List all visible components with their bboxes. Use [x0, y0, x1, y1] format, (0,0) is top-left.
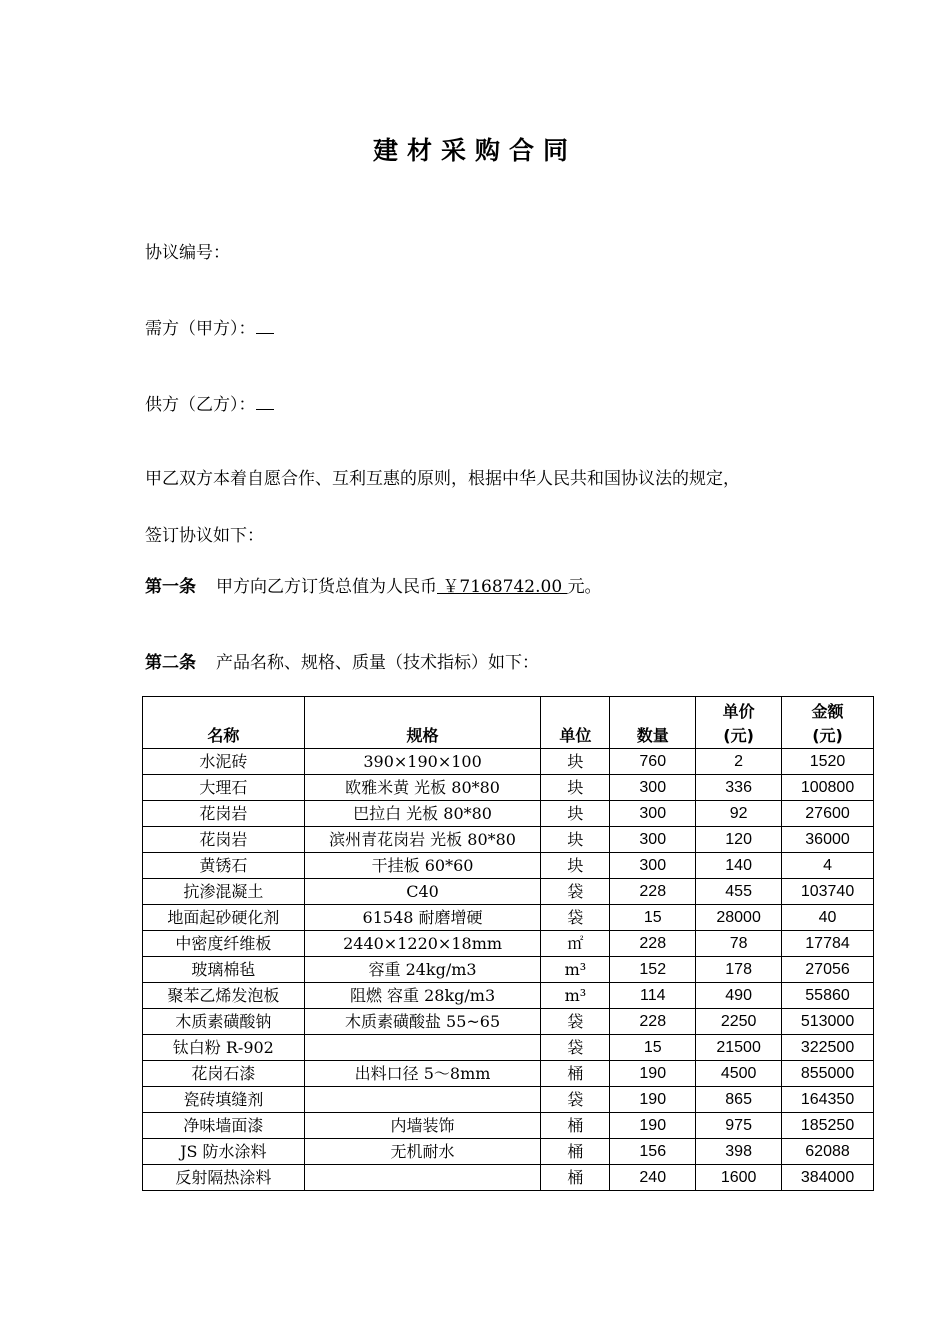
- cell-amount: 513000: [782, 1009, 874, 1035]
- table-row: [143, 1139, 874, 1165]
- cell-unit: 桶: [541, 1113, 610, 1139]
- cell-name: 净味墙面漆: [143, 1113, 305, 1139]
- table-row: [143, 1061, 874, 1087]
- cell-unit: 块: [541, 775, 610, 801]
- cell-qty: 15: [610, 1035, 696, 1061]
- table-body: [143, 749, 874, 1191]
- article-1: [145, 572, 602, 597]
- cell-amount: 40: [782, 905, 874, 931]
- header-spec: 规格: [304, 697, 541, 749]
- cell-amount: 322500: [782, 1035, 874, 1061]
- cell-qty: 190: [610, 1087, 696, 1113]
- header-amount-line2: (元): [812, 726, 843, 745]
- table-row: [143, 1087, 874, 1113]
- cell-price: 2: [696, 749, 782, 775]
- buyer-label: 需方（甲方）：: [145, 319, 256, 339]
- cell-price: 140: [696, 853, 782, 879]
- cell-price: 28000: [696, 905, 782, 931]
- cell-price: 4500: [696, 1061, 782, 1087]
- buyer-blank: [256, 319, 274, 334]
- table-row: [143, 957, 874, 983]
- cell-name: 花岗岩: [143, 827, 305, 853]
- cell-price: 975: [696, 1113, 782, 1139]
- cell-price: 336: [696, 775, 782, 801]
- cell-name: 中密度纤维板: [143, 931, 305, 957]
- cell-spec: 2440×1220×18mm: [304, 931, 541, 957]
- table-row: [143, 853, 874, 879]
- cell-spec: 容重 24kg/m3: [304, 957, 541, 983]
- header-qty: 数量: [610, 697, 696, 749]
- table-row: [143, 801, 874, 827]
- table-row: [143, 1113, 874, 1139]
- cell-spec: 滨州青花岗岩 光板 80*80: [304, 827, 541, 853]
- cell-price: 78: [696, 931, 782, 957]
- cell-price: 398: [696, 1139, 782, 1165]
- cell-price: 21500: [696, 1035, 782, 1061]
- cell-name: 抗渗混凝土: [143, 879, 305, 905]
- supplier-blank: [256, 395, 274, 410]
- table-row: [143, 775, 874, 801]
- cell-price: 455: [696, 879, 782, 905]
- cell-unit: 桶: [541, 1139, 610, 1165]
- article-2-text: 产品名称、规格、质量（技术指标）如下：: [216, 653, 539, 673]
- cell-spec: 内墙装饰: [304, 1113, 541, 1139]
- agreement-no-line: [145, 238, 230, 263]
- cell-name: 瓷砖填缝剂: [143, 1087, 305, 1113]
- cell-unit: 桶: [541, 1061, 610, 1087]
- cell-spec: C40: [304, 879, 541, 905]
- header-price-line1: 单价: [722, 702, 755, 721]
- cell-qty: 300: [610, 853, 696, 879]
- cell-name: 木质素磺酸钠: [143, 1009, 305, 1035]
- header-price-line2: (元): [723, 726, 754, 745]
- cell-unit: 块: [541, 827, 610, 853]
- supplier-line: [145, 390, 274, 415]
- cell-unit: 块: [541, 801, 610, 827]
- cell-price: 1600: [696, 1165, 782, 1191]
- cell-amount: 1520: [782, 749, 874, 775]
- header-name: 名称: [143, 697, 305, 749]
- article-2: [145, 648, 539, 673]
- cell-spec: 390×190×100: [304, 749, 541, 775]
- table-row: [143, 1165, 874, 1191]
- cell-spec: 欧雅米黄 光板 80*80: [304, 775, 541, 801]
- table-row: [143, 983, 874, 1009]
- table-row: [143, 1035, 874, 1061]
- article-1-unit: 元。: [567, 577, 602, 597]
- cell-price: 120: [696, 827, 782, 853]
- cell-amount: 100800: [782, 775, 874, 801]
- cell-qty: 240: [610, 1165, 696, 1191]
- cell-qty: 190: [610, 1061, 696, 1087]
- table-row: [143, 749, 874, 775]
- cell-spec: 61548 耐磨增硬: [304, 905, 541, 931]
- header-unit: 单位: [541, 697, 610, 749]
- cell-qty: 152: [610, 957, 696, 983]
- table-row: [143, 879, 874, 905]
- cell-name: JS 防水涂料: [143, 1139, 305, 1165]
- cell-amount: 164350: [782, 1087, 874, 1113]
- cell-price: 2250: [696, 1009, 782, 1035]
- table-header-row: [143, 697, 874, 749]
- cell-spec: 无机耐水: [304, 1139, 541, 1165]
- cell-amount: 27600: [782, 801, 874, 827]
- cell-amount: 27056: [782, 957, 874, 983]
- cell-amount: 855000: [782, 1061, 874, 1087]
- cell-amount: 4: [782, 853, 874, 879]
- cell-spec: [304, 1087, 541, 1113]
- cell-price: 92: [696, 801, 782, 827]
- cell-qty: 228: [610, 879, 696, 905]
- cell-name: 钛白粉 R-902: [143, 1035, 305, 1061]
- cell-name: 花岗石漆: [143, 1061, 305, 1087]
- cell-unit: 桶: [541, 1165, 610, 1191]
- cell-amount: 62088: [782, 1139, 874, 1165]
- cell-qty: 190: [610, 1113, 696, 1139]
- cell-spec: 阻燃 容重 28kg/m3: [304, 983, 541, 1009]
- cell-qty: 300: [610, 775, 696, 801]
- cell-spec: 木质素磺酸盐 55~65: [304, 1009, 541, 1035]
- article-2-head: 第二条: [145, 653, 196, 673]
- cell-amount: 55860: [782, 983, 874, 1009]
- cell-qty: 228: [610, 931, 696, 957]
- cell-spec: [304, 1165, 541, 1191]
- cell-price: 178: [696, 957, 782, 983]
- cell-name: 花岗岩: [143, 801, 305, 827]
- cell-qty: 114: [610, 983, 696, 1009]
- cell-unit: 袋: [541, 905, 610, 931]
- cell-spec: [304, 1035, 541, 1061]
- supplier-label: 供方（乙方）：: [145, 395, 256, 415]
- agreement-no-label: 协议编号：: [145, 243, 230, 263]
- cell-name: 水泥砖: [143, 749, 305, 775]
- document-title: 建材采购合同: [372, 136, 577, 165]
- cell-unit: m³: [541, 983, 610, 1009]
- cell-qty: 156: [610, 1139, 696, 1165]
- buyer-line: [145, 314, 274, 339]
- table-row: [143, 1009, 874, 1035]
- table-row: [143, 905, 874, 931]
- cell-spec: 巴拉白 光板 80*80: [304, 801, 541, 827]
- cell-amount: 36000: [782, 827, 874, 853]
- cell-name: 聚苯乙烯发泡板: [143, 983, 305, 1009]
- cell-name: 玻璃棉毡: [143, 957, 305, 983]
- article-1-amount: ￥7168742.00: [437, 577, 568, 597]
- cell-amount: 384000: [782, 1165, 874, 1191]
- cell-unit: m³: [541, 957, 610, 983]
- cell-name: 大理石: [143, 775, 305, 801]
- cell-unit: 袋: [541, 1009, 610, 1035]
- cell-unit: 袋: [541, 1087, 610, 1113]
- intro-line-2: 签订协议如下：: [145, 526, 264, 546]
- cell-name: 黄锈石: [143, 853, 305, 879]
- cell-amount: 103740: [782, 879, 874, 905]
- header-price: [696, 697, 782, 749]
- cell-price: 865: [696, 1087, 782, 1113]
- cell-qty: 228: [610, 1009, 696, 1035]
- cell-qty: 15: [610, 905, 696, 931]
- cell-amount: 185250: [782, 1113, 874, 1139]
- cell-spec: 干挂板 60*60: [304, 853, 541, 879]
- table-row: [143, 827, 874, 853]
- cell-unit: 块: [541, 853, 610, 879]
- cell-unit: 块: [541, 749, 610, 775]
- cell-qty: 300: [610, 827, 696, 853]
- cell-price: 490: [696, 983, 782, 1009]
- cell-amount: 17784: [782, 931, 874, 957]
- table-row: [143, 931, 874, 957]
- cell-spec: 出料口径 5～8mm: [304, 1061, 541, 1087]
- cell-unit: 袋: [541, 879, 610, 905]
- cell-name: 地面起砂硬化剂: [143, 905, 305, 931]
- cell-qty: 760: [610, 749, 696, 775]
- header-amount-line1: 金额: [811, 702, 844, 721]
- article-1-text: 甲方向乙方订货总值为人民币: [216, 577, 437, 597]
- cell-qty: 300: [610, 801, 696, 827]
- article-1-head: 第一条: [145, 577, 196, 597]
- cell-name: 反射隔热涂料: [143, 1165, 305, 1191]
- header-amount: [782, 697, 874, 749]
- cell-unit: 袋: [541, 1035, 610, 1061]
- intro-line-1: 甲乙双方本着自愿合作、互利互惠的原则，根据中华人民共和国协议法的规定，: [145, 469, 740, 489]
- product-table: [142, 696, 874, 1191]
- cell-unit: ㎡: [541, 931, 610, 957]
